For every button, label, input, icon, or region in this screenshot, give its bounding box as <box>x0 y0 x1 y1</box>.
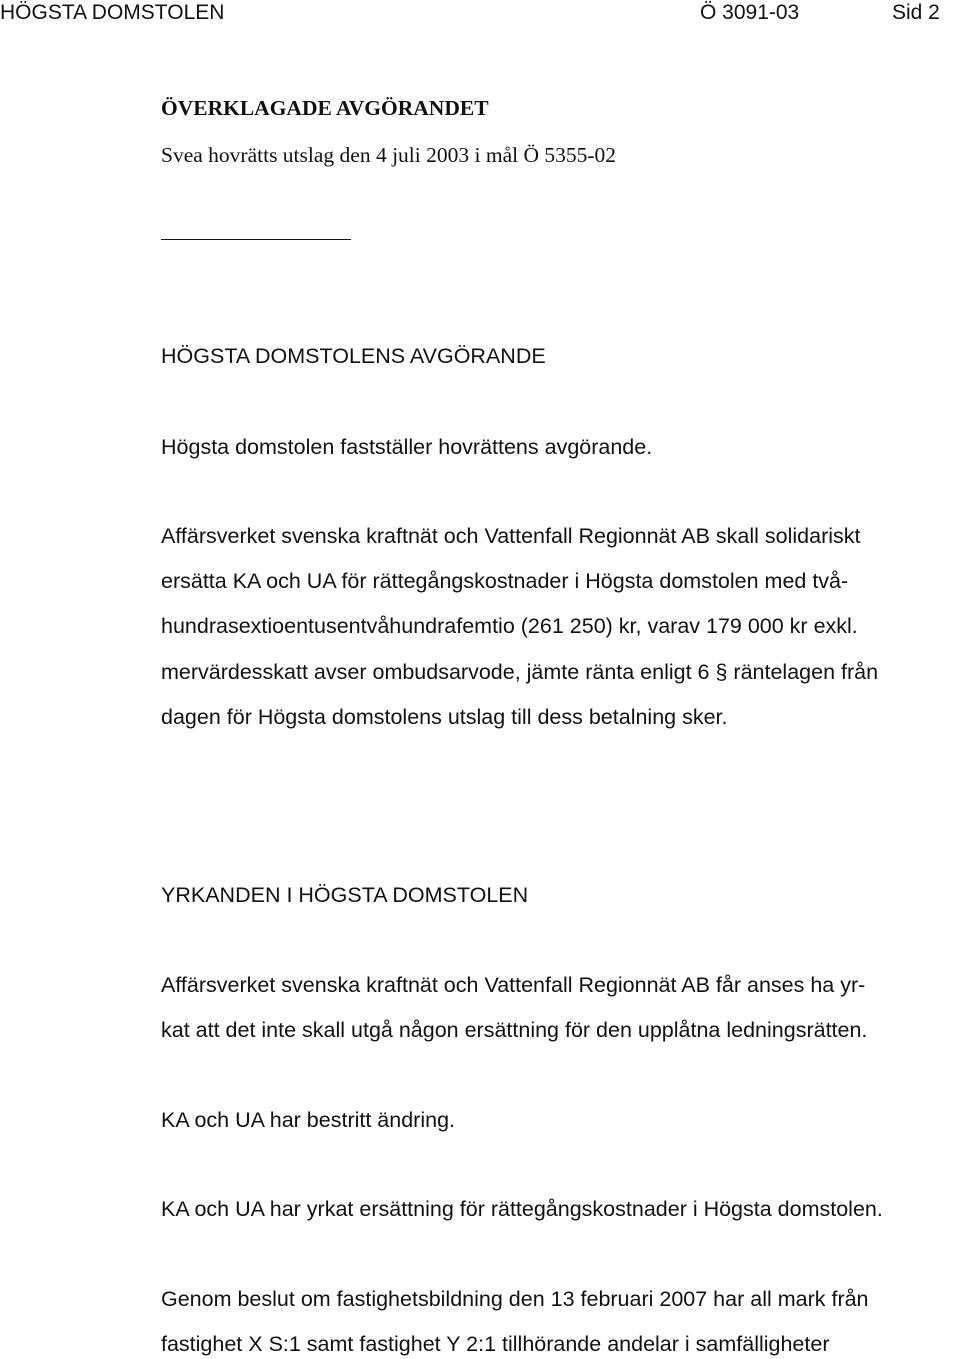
claims-line: Genom beslut om fastighetsbildning den 13 februari 2007 har all mark från <box>161 1287 869 1311</box>
decision-heading: HÖGSTA DOMSTOLENS AVGÖRANDE <box>161 344 546 368</box>
costs-line: mervärdesskatt avser ombudsarvode, jämte ränta enligt 6 § räntelagen från <box>161 660 879 684</box>
court-name: HÖGSTA DOMSTOLEN <box>0 1 225 24</box>
appealed-heading: ÖVERKLAGADE AVGÖRANDET <box>161 96 489 120</box>
page-header <box>0 0 960 30</box>
page-number: Sid 2 <box>892 1 940 24</box>
claims-line: fastighet X S:1 samt fastighet Y 2:1 tillhörande andelar i samfälligheter <box>161 1332 830 1356</box>
case-number: Ö 3091-03 <box>700 1 800 24</box>
claims-line: kat att det inte skall utgå någon ersättning för den upplåtna ledningsrätten. <box>161 1018 868 1042</box>
decision-confirm-text: Högsta domstolen fastställer hovrättens avgörande. <box>161 435 653 459</box>
claims-paragraph-3: KA och UA har yrkat ersättning för rättegångskostnader i Högsta domstolen. <box>161 1197 883 1221</box>
costs-line: hundrasextioentusentvåhundrafemtio (261 250) kr, varav 179 000 kr exkl. <box>161 614 858 638</box>
claims-paragraph-2: KA och UA har bestritt ändring. <box>161 1108 455 1132</box>
appealed-text: Svea hovrätts utslag den 4 juli 2003 i mål Ö 5355-02 <box>161 143 617 167</box>
separator-rule <box>161 239 351 240</box>
claims-line: Affärsverket svenska kraftnät och Vattenfall Regionnät AB får anses ha yr- <box>161 973 866 997</box>
claims-heading: YRKANDEN I HÖGSTA DOMSTOLEN <box>161 883 529 907</box>
costs-line: dagen för Högsta domstolens utslag till dess betalning sker. <box>161 705 728 729</box>
costs-line: Affärsverket svenska kraftnät och Vattenfall Regionnät AB skall solidariskt <box>161 524 861 548</box>
costs-line: ersätta KA och UA för rättegångskostnader i Högsta domstolen med två- <box>161 569 849 593</box>
